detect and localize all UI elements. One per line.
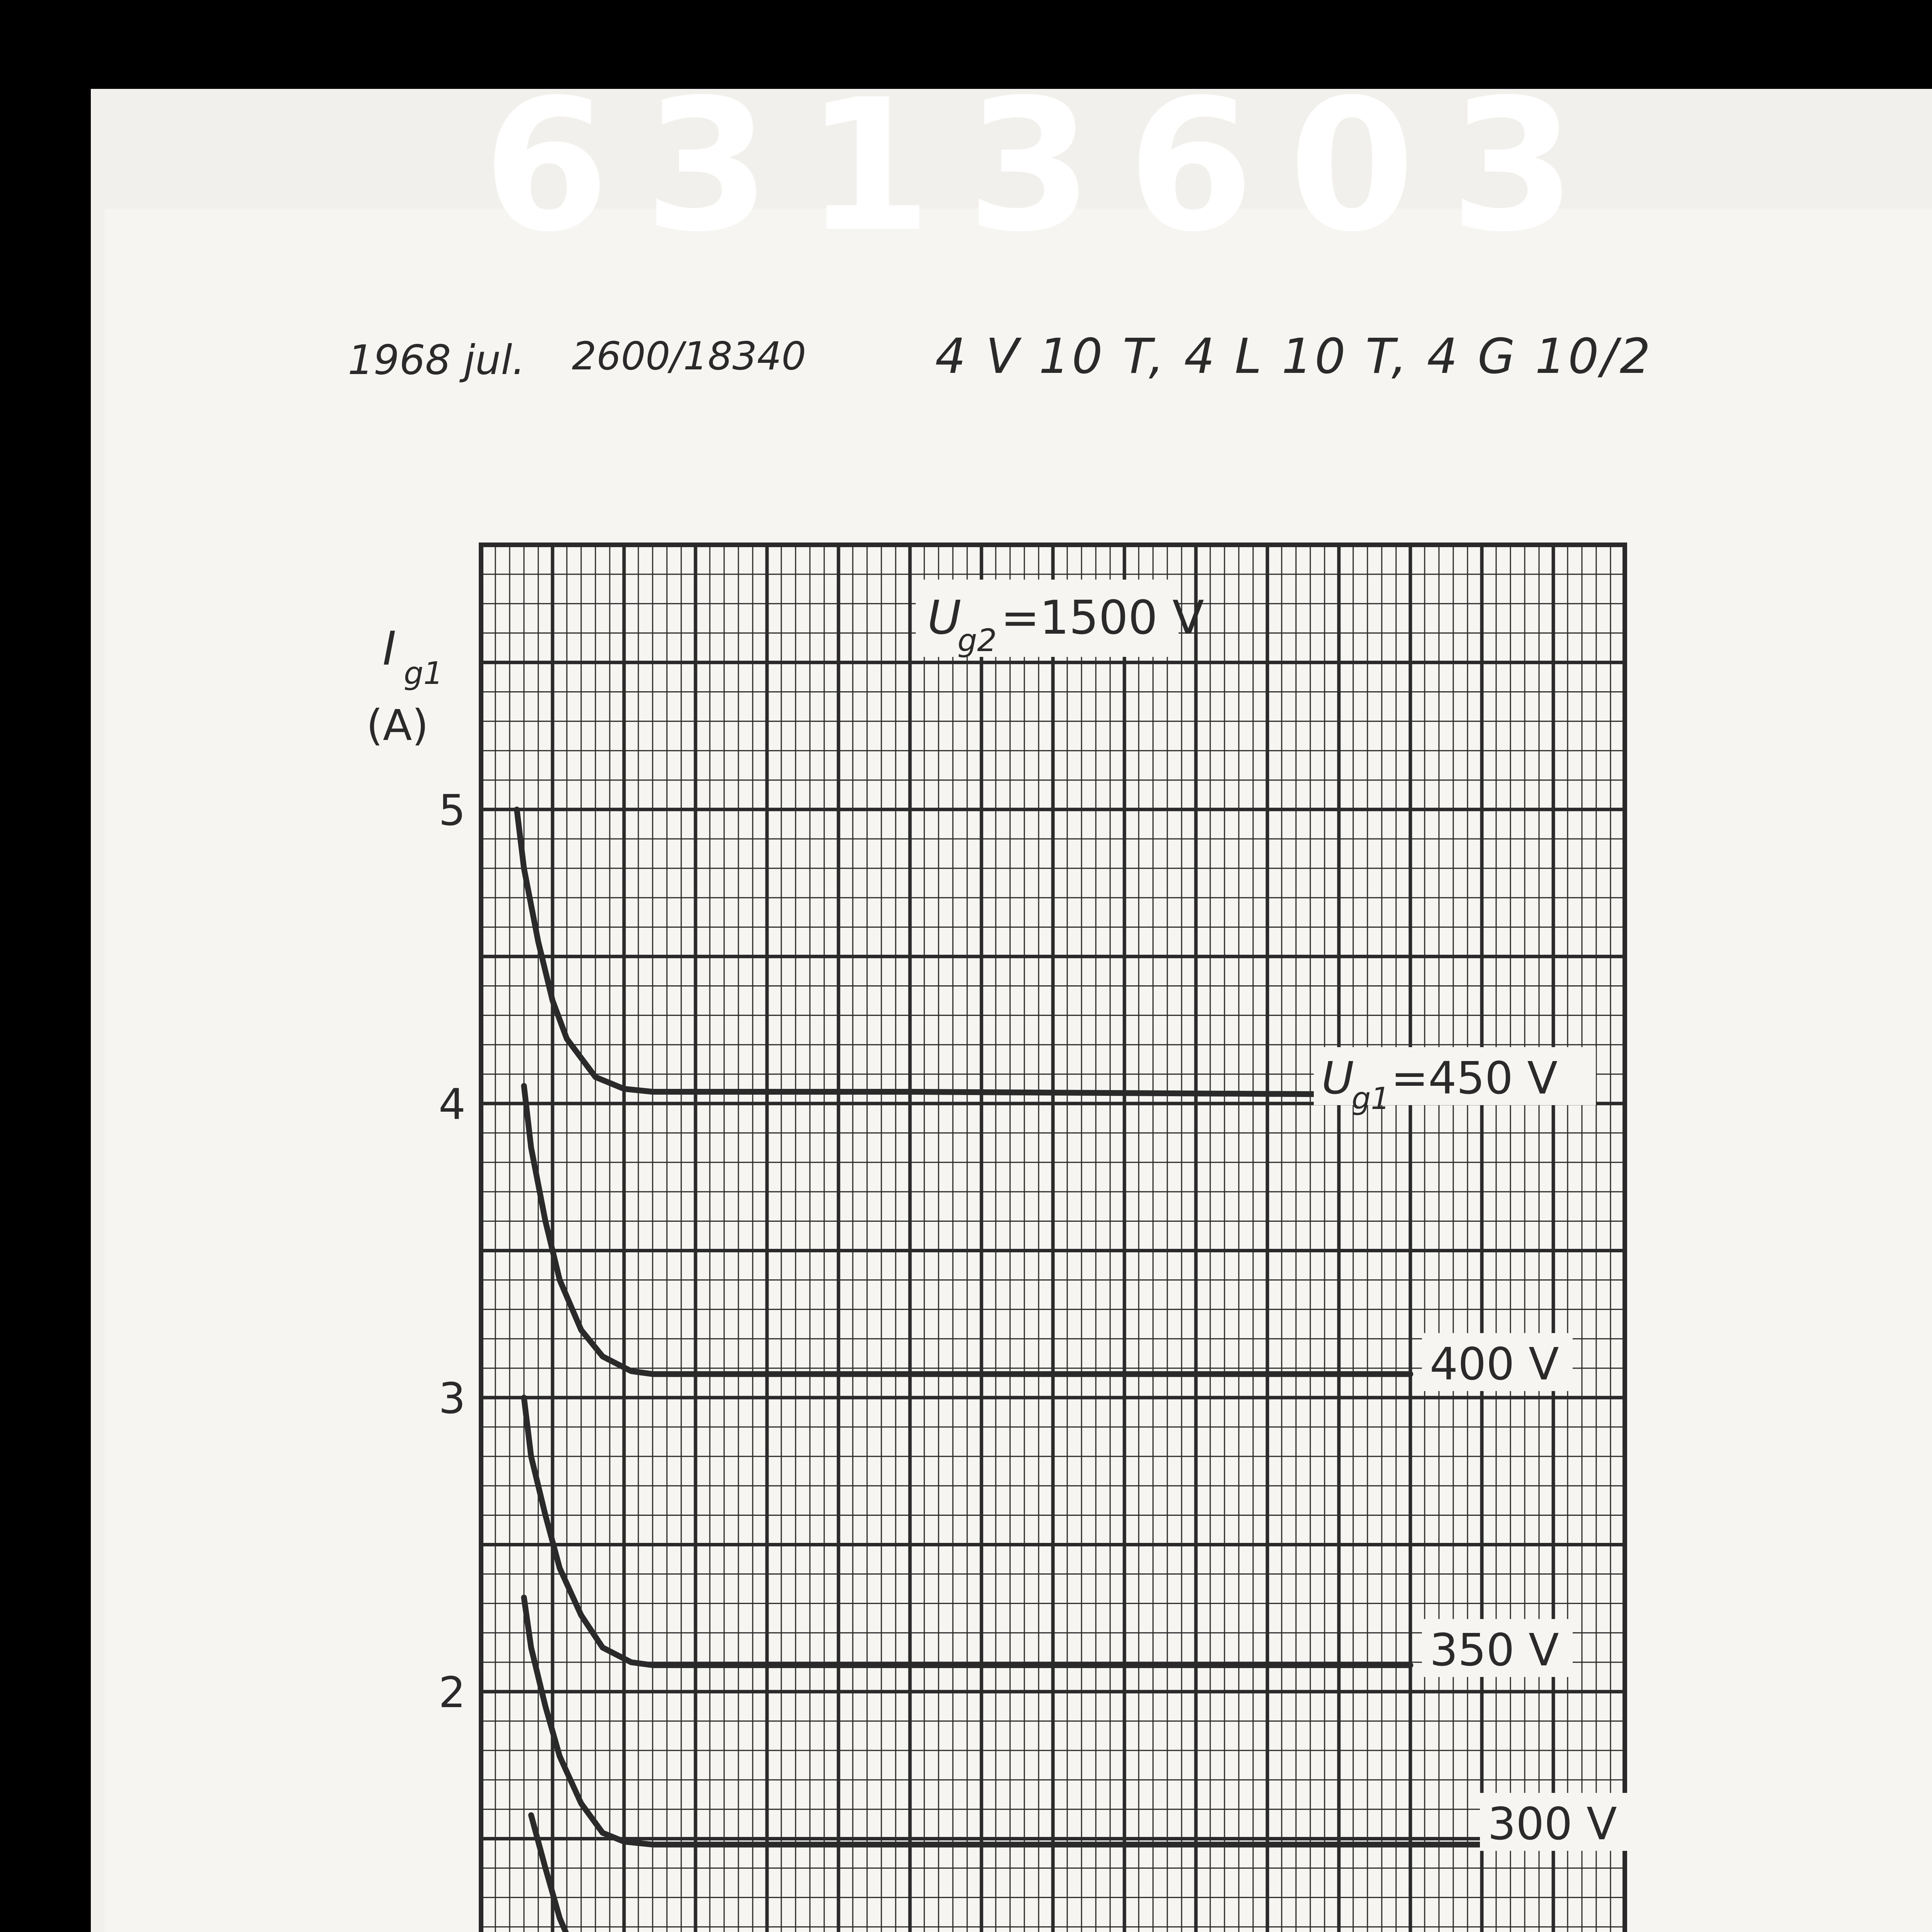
ylabel-symbol: I [383, 622, 396, 676]
date-note: 1968 jul. [348, 337, 525, 384]
y-tick-label: 2 [439, 1667, 466, 1717]
archive-number: 6313603 [483, 60, 1611, 272]
series-label: 350 V [1430, 1624, 1559, 1676]
reference-note: 2600/18340 [572, 333, 806, 379]
series-label: 400 V [1430, 1338, 1559, 1390]
tube-types: 4 V 10 T, 4 L 10 T, 4 G 10/2 [935, 328, 1653, 384]
y-tick-label: 3 [439, 1373, 466, 1423]
label-layer [1314, 1047, 1797, 1932]
y-tick-label: 4 [439, 1079, 466, 1129]
series-label-subscript: g1 [1352, 1082, 1390, 1116]
ylabel-subscript: g1 [404, 655, 443, 691]
series-label-symbol: U [1321, 1053, 1354, 1104]
series-line [517, 810, 1411, 1095]
y-tick-label: 5 [439, 785, 466, 835]
ylabel-unit: (A) [366, 701, 429, 750]
annotation-symbol: U [927, 591, 961, 645]
annotation-subscript: g2 [957, 622, 997, 658]
series-label: 300 V [1488, 1798, 1617, 1850]
series-label: =450 V [1391, 1053, 1558, 1104]
annotation-text: =1500 V [1001, 591, 1204, 645]
